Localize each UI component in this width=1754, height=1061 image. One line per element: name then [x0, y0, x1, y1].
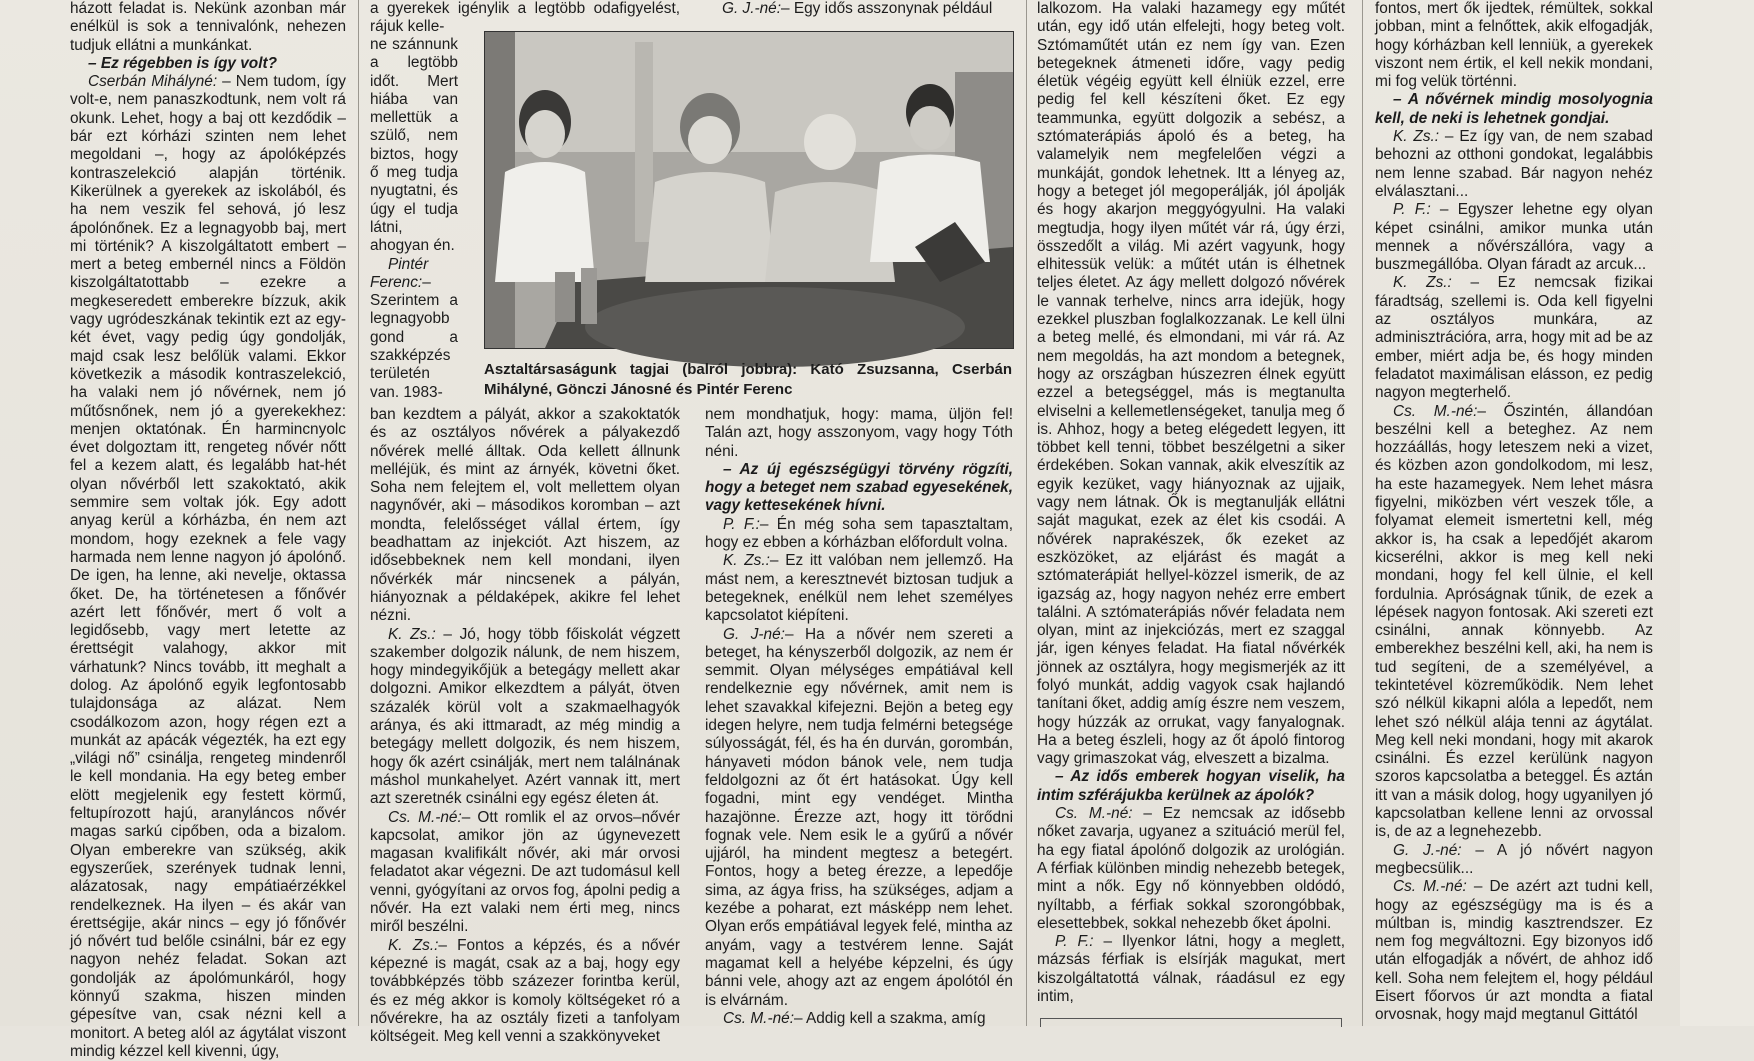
paragraph-text: – Szerintem a legnagyobb gond a szakképzés területén van. 1983-: [370, 273, 458, 401]
paragraph: [370, 256, 458, 402]
paragraph-text: – Ilyenkor látni, hogy a meglett, mázsás férfiak is elsírják magukat, mert kiszolgáltatottá válnak, ráadásul ez egy intim,: [1037, 933, 1345, 1006]
paragraph: [370, 626, 680, 809]
paragraph: [370, 937, 680, 1047]
paragraph-text: – Fontos a képzés, és a nővér képezné is magát, csak az a baj, hogy egy továbbképzés több százezer forintba kerül, és ez még akkor is komoly költségeket ró a nővérekre, ha az osztály fizeti a tanfolyam költségeit. Meg kell venni a szakkönyveket: [370, 936, 680, 1046]
paragraph: [1375, 128, 1653, 201]
paragraph-text: – Ez itt valóban nem jellemző. Ha mást nem, a keresztnevét biztosan tudjuk a betegeknek, enélkül nem lehet személyes kapcsolatot kiépíteni.: [705, 552, 1014, 625]
paragraph-text: – Addig kell a szakma, amíg: [793, 1009, 986, 1027]
paragraph-text: – Ott romlik el az orvos–nővér kapcsolat, amikor jön az úgynevezett magasan kvalifikált nővér, aki már orvosi feladatot akar végezni. De azt tudomásul kell venni, gyógyítani az orvos fog, ápolni pedig a nővér. Ha ezt valaki nem érti meg, nincs miről beszélni.: [370, 808, 680, 936]
paragraph: [1375, 842, 1653, 879]
interview-question: – A nővérnek mindig mosolyognia kell, de neki is lehetnek gondjai.: [1375, 91, 1653, 127]
paragraph: fontos, mert ők ijedtek, rémültek, sokkal jobban, mint a felnőttek, akik elfogadják, hogy kórházban kell lenniük, a gyerekek viszont nem értik, el kell nekik mondani, mi fog velük történni.: [1375, 0, 1653, 91]
column-rule: [1026, 0, 1027, 1026]
paragraph: [1375, 403, 1653, 842]
paragraph-text: – Egy idős asszonynak például: [781, 0, 993, 17]
paragraph: [722, 0, 1012, 18]
interview-question: – Ez régebben is így volt?: [88, 54, 278, 72]
article-column-3-bottom: [705, 406, 1013, 1026]
paragraph-text: – A jó nővért nagyon megbecsülik...: [1375, 841, 1653, 877]
column-rule: [358, 0, 359, 1026]
paragraph-text: – Ha a nővér nem szereti a beteget, ha kényszerből dolgozik, az nem ér semmit. Olyan mélységes empátiával kell rendelkeznie egy nővérnek, amit nem is lehet szavakkal kifejezni. Bejön a beteg egy idegen helyre, nem tudja felmérni betegsége súlyosságát, fél, és ha én durván, gorombán, hányaveti módon bánok vele, nem tudja feldolgozni az őt ért hatásokat. Úgy kell fogadni, mint egy vendéget. Mintha hazajönne. Érezze azt, hogy itt törődni fognak vele. Nem esik le a gyűrű a nővér ujjáról, ha mindent megtesz a betegért. Fontos, hogy a beteg érezze, a lepedője sima, az ágya friss, ha szükséges, adjam a kezébe a poharat, ezt másképp nem lehet. Olyan erős empátiával legyek felé, mintha az anyám, vagy a testvérem lenne. Saját magamat kell a helyébe képzelni, és úgy bánni vele, ahogy azt az engem ápolótól én is elvárnám.: [705, 625, 1013, 1009]
photo-caption: Asztaltársaságunk tagjai (balról jobbra): Kató Zsuzsanna, Cserbán Mihályné, Gönczi Jánosné és Pintér Ferenc: [484, 361, 1012, 398]
paragraph: lalkozom. Ha valaki hazamegy egy műtét után, egy idő után elfelejti, hogy beteg volt. Sztómaműtét után ez nem így van. Ezen betegeknek átmeneti időre, vagy pedig életük végéig együtt kell élniük ezzel, erre pedig fel kell készíteni őket. Ez egy teammunka, együtt dolgozik a sebész, a sztómaterápiás ápoló és a beteg, ha valamelyik nem megfelelően végzi a munkáját, gondok lehetnek. Itt a lényeg az, hogy a beteget jól megoperálják, jól ápolják és hogy akarjon meggyógyulni. Ha valaki megtudja, hogy ilyen műtét vár rá, úgy érzi, összedőlt a világ. Mi azért vagyunk, hogy elhitessük velük: a műtét után is élhetnek teljes életet. Az ágy mellett dolgozó nővérek le vannak terhelve, nincs arra idejük, hogy ezekkel pluszban foglalkozzanak. Le kell ülni a beteg mellé, és elmondani, mi vár rá. Az nem megoldás, ha azt mondom a betegnek, hogy az országban húszezren élnek együtt ezzel a betegséggel, más is megtanulta elviselni a kellemetlenségeket, tanulja meg ő is. Ahhoz, hogy a beteg elégedett legyen, itt többet kell tenni, többet beszélgetni a siker érdekében. Sokan vannak, akik elveszítik az egyik kezüket, vagy hiányoznak az ujjaik, vagy nem látnak. Ők is megtanulják ellátni saját magukat, ezek az élet kis csodái. A nővérek naprakészek, ők ezeket az eszközöket, az eljárást és magát a sztómaterápiát hellyel-közzel ismerik, de az igazság az, hogy nagyon nehéz erre embert találni. A sztómaterápiás nővér feladata nem olyan, mint az injekciózás, mert ez szaggal jár, igen kényes feladat. Ha fiatal nővérkék jönnek az osztályra, hogy megismerjék az itt folyó munkát, addig vagyok csak hajlandó tanítani őket, addig amíg észre nem veszem, hogy húzzák az orrukat, vagy fanyalognak. Ha a beteg észleli, hogy az őt ápoló fintorog vagy grimaszokat vág, elveszett a bizalma.: [1037, 0, 1345, 768]
speaker: K. Zs.:: [1393, 274, 1452, 292]
speaker: K. Zs.:: [1393, 128, 1440, 146]
article-column-5: [1375, 0, 1653, 1026]
paragraph-text: – Én még soha sem tapasztaltam, hogy ez ebben a kórházban előfordult volna.: [705, 515, 1013, 552]
group-photo: [484, 31, 1014, 349]
speaker: Cs. M.-né:: [388, 808, 462, 826]
paragraph: a gyerekek igénylik a legtöbb odafigyelést, rájuk kelle-: [370, 0, 680, 36]
article-column-2-bottom: [370, 406, 681, 1046]
speaker: Cs. M.-né:: [1393, 402, 1478, 420]
paragraph: ban kezdtem a pályát, akkor a szakoktatók és az osztályos nővérek a pályakezdő nővérek mellé álltak. Oda kellett állnunk melléjük, és mint az árnyék, követni őket. Soha nem felejtem el, volt mellettem olyan nagynővér, aki – másodikos koromban – azt mondta, felelősséget vállal értem, így beadhattam az injekciót. Azt hiszem, az idősebbeknek nem kell mondani, ilyen nővérkék már nincsenek a pályán, hiányoznak a példaképek, akikre fel lehet nézni.: [370, 406, 680, 625]
page-margin: [1680, 0, 1754, 1026]
speaker: Cs. M.-né:: [1055, 805, 1133, 823]
speaker: Cs. M.-né:: [723, 1009, 794, 1027]
paragraph: [70, 73, 346, 1061]
interview-question: – Az új egészségügyi törvény rögzíti, hogy a beteget nem szabad egyesekének, vagy kettesekének hívni.: [705, 460, 1013, 515]
column-rule: [1362, 0, 1363, 1026]
paragraph: [705, 626, 1013, 1010]
paragraph: [370, 809, 680, 937]
speaker: Cserbán Mihályné:: [88, 73, 218, 91]
speaker: Pintér Ferenc:: [370, 255, 429, 291]
paragraph-text: – De azért azt tudni kell, hogy az egészségügy ma is és a múltban is, mindig kasztrendszer. Ez nem fog megváltozni. Egy bizonyos idő után elfogadják a nővért, de ahhoz idő kell. Soha nem felejtem el, hogy például Eisert főorvos úr azt mondta a fiatal orvosnak, hogy majd megtanul Gittától: [1375, 878, 1653, 1024]
paragraph: [1037, 805, 1345, 933]
paragraph-text: – Őszintén, állandóan beszélni kell a beteghez. Az nem hozzáállás, hogy leteszem neki a vizet, és közben azon gondolkodom, mi lesz, ha este hazamegyek. Nem lehet másra figyelni, miközben vért veszek tőle, a folyamat elemeit ismertetni kell, még akkor is, ha csak a lepedőjét akarom kicserélni, akkor is meg kell neki mondani, hogy fel kell ülnie, el kell fordulnia. Apróságnak tűnik, de ezek a lépések nagyon fontosak. Aki szereti ezt csinálni, annak könnyebb. Az emberekhez beszélni kell, aki, ha nem is tud segíteni, de a személyével, a tekintetével közreműködik. Nem lehet szó nélkül kikapni alóla a lepedőt, nem lehet szó nélkül alája tenni az ágytálat. Meg kell neki mondani, hogy mit akarok csinálni. És ezzel kerülünk nagyon szoros kapcsolatba a beteggel. És aztán itt van a másik dolog, hogy ugyanilyen jó kapcsolatban kellene lenni az orvossal is, de az a legnehezebb.: [1375, 402, 1653, 841]
speaker: P. F.:: [723, 515, 760, 533]
speaker: G. J.-né:: [1393, 841, 1462, 859]
article-column-1: [70, 0, 346, 1060]
speaker: G. J-né:: [723, 625, 785, 643]
paragraph: ne szánnunk a legtöbb időt. Mert hiába van mellettük a szülő, nem biztos, hogy ő meg tudja nyugtatni, és úgy el tudja látni, ahogyan én.: [370, 36, 458, 255]
paragraph: [705, 552, 1013, 625]
paragraph-text: – Egyszer lehetne egy olyan képet csinálni, amikor munka után mennek a nővérszállóra, vagy a buszmegállóba. Olyan fáradt az arcuk...: [1375, 201, 1653, 274]
paragraph-text: – Ez így van, de nem szabad behozni az otthoni gondokat, legalábbis nem lenne szabad. Bár nagyon nehéz elválasztani...: [1375, 128, 1653, 200]
paragraph: [1375, 274, 1653, 402]
paragraph: nem mondhatjuk, hogy: mama, üljön fel! Talán azt, hogy asszonyom, vagy hogy Tóth néni.: [705, 406, 1013, 460]
speaker: P. F.:: [1393, 201, 1431, 219]
article-column-4: [1037, 0, 1345, 1026]
paragraph-text: – Ez nemcsak az idősebb nőket zavarja, ugyanez a szituáció merül fel, ha egy fiatal ápolónő dolgozik az urológián. A férfiak különben mindig nehezebb betegek, mint a nők. Egy nő könnyebben oldódó, nyíltabb, a férfiak sokkal szorongóbbak, elesettebbek, sokkal nehezebb őket ápolni.: [1037, 805, 1345, 932]
article-column-2-narrow: [370, 36, 458, 406]
paragraph: [705, 1010, 1013, 1028]
interview-question: – Az idős emberek hogyan viselik, ha intim szférájukba kerülnek az ápolók?: [1037, 768, 1345, 804]
paragraph: [1375, 878, 1653, 1024]
speaker: K. Zs.:: [723, 552, 770, 570]
speaker: Cs. M.-né:: [1393, 878, 1467, 896]
speaker: K. Zs.:: [388, 936, 439, 954]
paragraph: [1037, 933, 1345, 1006]
paragraph-text: – Ez nemcsak fizikai fáradtság, szellemi is. Oda kell figyelni az osztályos munkára, az adminisztrációra, arra, hogy mit ad be az ember, miért adja be, és hogy minden feladatot maximálisan elásson, ez pedig nagyon megterhelő.: [1375, 274, 1654, 402]
speaker: K. Zs.:: [388, 625, 436, 643]
paragraph-text: – Jó, hogy több főiskolát végzett szakember dolgozik nálunk, de nem hiszem, hogy mindegyikőjük a betegágy mellett akar dolgozni. Amikor elkezdtem a pályát, ötven százalék körül volt a szakmaelhagyók aránya, és aki ittmaradt, az még mindig a betegágy mellett dolgozik, és nem hiszem, hogy ők azért csinálják, mert nem találnának máshol munkahelyet. Azért vannak itt, mert azt szeretnék csinálni egy egész életen át.: [370, 625, 681, 808]
paragraph: házott feladat is. Nekünk azonban már enélkül is sok a tennivalónk, nehezen tudjuk ellátni a munkánkat.: [70, 0, 346, 54]
speaker: G. J.-né:: [722, 0, 782, 17]
bottom-box-frame: [1040, 1018, 1342, 1027]
paragraph: [705, 516, 1013, 553]
paragraph-text: – Nem tudom, így volt-e, nem panaszkodtunk, nem volt rá okunk. Lehet, hogy a baj ott kezdődik – bár ezt kórházi szinten nem lehet megoldani –, hogy az ápolóképzés kontraszelekció alapján történik. Kikerülnek a gyerekek az iskolából, és ha nem veszik fel sehová, jó lesz ápolónőnek. Ez a legnagyobb baj, mert mi történik? A kiszolgáltatott embert – mert a beteg embernél nincs a Földön kiszolgáltatottabb – ezekre a megkeseredett emberekre bízzuk, akik vagy ugródeszkának tekintik ezt az egy-két évet, vagy pedig úgy gondolják, majd csak lesz belőlük valami. Ekkor következik a második kontraszelekció, ha valaki nem jó nővérnek, nem jó műtősnőnek, nem jó a gyerekekhez: menjen oktatónak. Én harmincnyolc évet dolgoztam itt, rengeteg nővér nőtt fel a kezem alatt, és legalább hat-hét olyan nővérből lett szakoktató, akik semmire sem voltak jók. Egy adott anyag kerül a kórházba, én nem azt mondom, hogy ezeknek a fele vagy harmada nem lenne nagyon jó ápolónő. De igen, ha lenne, aki nevelje, oktassa őket. De, ha történetesen a főnővér azért lett főnővér, mert ő volt a legidősebb, vagy mert letette az érettségit valahogy, akkor mit várhatunk? Nincs tovább, itt meghalt a dolog. Az ápolónő egyik legfontosabb tulajdonsága az alázat. Nem csodálkozom azon, hogy régen ezt a munkát az apácák végezték, ha ezt egy „világi nő” csinálja, rengeteg mindenről le kell mondania. Ha egy beteg ember elött megjelenik egy festett körmű, feltupírozott hajú, aranyláncos nővér magas sarkú cipőben, oda a bizalom. Olyan emberekre van szükség, akik egyszerűek, szerények tudnak lenni, alázatosak, nagy empátiaérzékkel rendelkeznek. Ha ilyen – és akár van érettségije, akár nincs – egy jó főnővér jó nővért tud belőle csinálni, bár ez egy nagyon nehéz feladat. Sokan azt gondolják az ápolómunkáról, hogy könnyű szakma, hiszen minden gépesítve van, csak nézni kell a monitort. A beteg alól az ágytálat viszont mindig kézzel kell kivenni, úgy,: [70, 73, 346, 1060]
paragraph: [1375, 201, 1653, 274]
photo-illustration: [485, 32, 1013, 348]
speaker: P. F.:: [1055, 933, 1094, 951]
